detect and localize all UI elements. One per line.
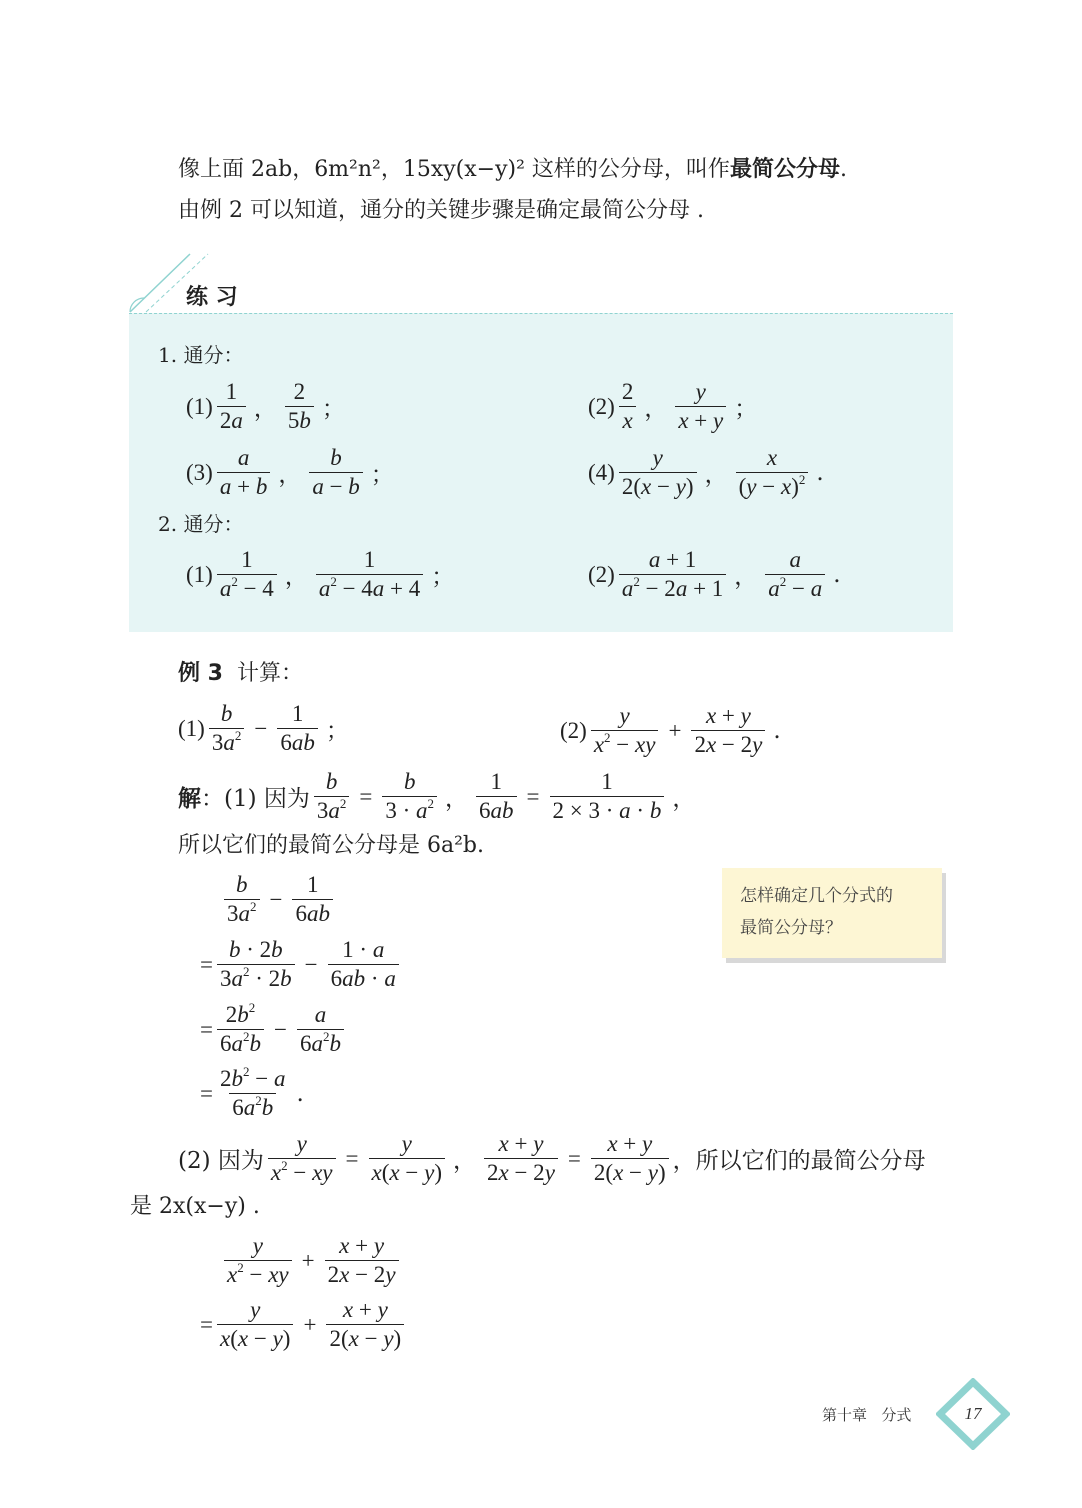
q1-item-1: (1) $\frac{1}{2a}$ ， $\frac{2}{5b}$ ；	[186, 379, 345, 434]
step-6: = $\frac{y}{x(x - y)}$ + $\frac{x + y}{2(x - y)}$	[200, 1298, 408, 1351]
step-2: = $\frac{b \cdot 2b}{3a^2 \cdot 2b}$ − $\frac{1 \cdot a}{6ab \cdot a}$	[200, 938, 403, 991]
section-label: 分式	[881, 1406, 912, 1424]
tip-line-2: 最简公分母？	[740, 918, 842, 938]
item-number: (1)	[186, 393, 213, 419]
q2-item-1: (1) $\frac{1}{a^2 - 4}$ ， $\frac{1}{a^2 - 4a + 4}$ ；	[186, 547, 455, 602]
intro-line-1	[178, 158, 847, 181]
intro-line-1-text: 像上面 2ab，6m²n²，15xy(x−y)² 这样的公分母，叫作	[178, 157, 730, 182]
q1-item-3: (3) $\frac{a}{a + b}$ ， $\frac{b}{a - b}$ ；	[186, 445, 394, 500]
solution-is-2: 是 2x(x−y) .	[130, 1194, 260, 1219]
q2-item-2: (2) $\frac{a + 1}{a^2 - 2a + 1}$ ， $\frac{a}{a^2 - a}$ .	[588, 547, 841, 602]
example-instruction: 计算：	[236, 661, 303, 686]
q1-label: 1. 通分：	[158, 343, 244, 367]
example-part-2: (2) $\frac{y}{x^2 - xy}$ + $\frac{x + y}{2x - 2y}$ .	[560, 703, 781, 758]
example-heading	[178, 663, 303, 685]
item-number: (2)	[588, 393, 615, 419]
solution-label: 解	[178, 786, 201, 813]
example-title: 例 3	[178, 661, 223, 686]
step-1: $\frac{b}{3a^2}$ − $\frac{1}{6ab}$	[220, 873, 337, 926]
because-text-2: (2) 因为	[178, 1148, 264, 1175]
key-term: 最简公分母	[729, 156, 840, 182]
tip-line-1: 怎样确定几个分式的	[740, 886, 893, 906]
page-number: 17	[964, 1404, 982, 1423]
example-part-1: (1) $\frac{b}{3a^2}$ − $\frac{1}{6ab}$ ；	[178, 701, 349, 756]
intro-line-1-end: .	[839, 157, 847, 182]
step-4: = $\frac{2b^2 - a}{6a^2b}$ .	[200, 1064, 304, 1121]
part-number: (2)	[560, 717, 587, 743]
exercise-title: 练 习	[186, 284, 238, 310]
step-3: = $\frac{2b^2}{6a^2b}$ − $\frac{a}{6a^2b}$	[200, 1003, 348, 1056]
solution-because-1: 解 ： (1) 因为 $\frac{b}{3a^2}$ = $\frac{b}{3 \cdot a^2}$ ， $\frac{1}{6ab}$ = $\frac{1}{2 \times 3 \cdot a \cdot b}$ ，	[178, 769, 696, 824]
tip-note	[722, 868, 942, 958]
so-text-2: ，所以它们的最简公分母	[672, 1148, 926, 1175]
footer-chapter	[822, 1404, 911, 1425]
q1-item-4: (4) $\frac{y}{2(x - y)}$ ， $\frac{x}{(y - x)^2}$ .	[588, 445, 824, 500]
chapter-label: 第十章	[822, 1406, 868, 1424]
item-number: (3)	[186, 459, 213, 485]
solution-because-2: (2) 因为 $\frac{y}{x^2 - xy}$ = $\frac{y}{x(x - y)}$ ， $\frac{x + y}{2x - 2y}$ = $\frac{x + y}{2(x - y)}$ ，所以它们的最简公分母	[178, 1131, 926, 1186]
item-number: (4)	[588, 459, 615, 485]
because-text: (1) 因为	[224, 786, 310, 813]
q1-item-2: (2) $\frac{2}{x}$ ， $\frac{y}{x + y}$ ；	[588, 379, 758, 434]
solution-so-1: 所以它们的最简公分母是 6a²b.	[178, 833, 485, 858]
item-number: (2)	[588, 561, 615, 587]
intro-line-2: 由例 2 可以知道，通分的关键步骤是确定最简公分母 .	[178, 198, 704, 223]
q2-label: 2. 通分：	[158, 512, 244, 536]
step-5: $\frac{y}{x^2 - xy}$ + $\frac{x + y}{2x - 2y}$	[220, 1234, 403, 1287]
part-number: (1)	[178, 715, 205, 741]
item-number: (1)	[186, 561, 213, 587]
